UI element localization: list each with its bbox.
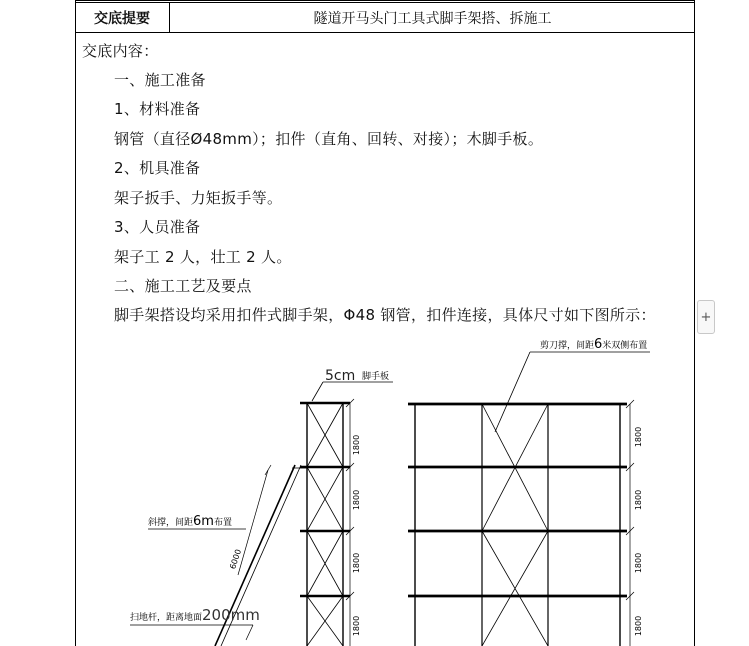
sweep-label: 扫地杆，距离地面200mm: [130, 606, 260, 624]
left-scaffold: [300, 402, 350, 646]
dim-left-1: 1800: [352, 434, 361, 456]
scissor-label: 剪刀撑，间距6米双侧布置: [540, 337, 648, 352]
item-text-3: 架子工 2 人，壮工 2 人。: [114, 248, 292, 266]
item-heading-1: 1、材料准备: [114, 100, 201, 118]
add-button[interactable]: +: [697, 300, 715, 334]
dim-right-4: 1800: [634, 615, 643, 637]
brace-label: 斜撑，间距6m布置: [148, 514, 232, 529]
item-heading-3: 3、人员准备: [114, 218, 201, 236]
board-leader-line: [312, 382, 323, 401]
right-dimension-chain: [626, 400, 634, 646]
dim-left-4: 1800: [352, 615, 361, 637]
item-text-1: 钢管（直径Ø48mm）；扣件（直角、回转、对接）；木脚手板。: [114, 130, 544, 148]
section-heading-2: 二、施工工艺及要点: [114, 277, 252, 295]
brace-length-label: 6000: [228, 548, 244, 571]
board-size-label: 5cm: [325, 368, 356, 384]
dim-left-3: 1800: [352, 552, 361, 574]
dim-right-2: 1800: [634, 489, 643, 511]
dim-right-3: 1800: [634, 552, 643, 574]
board-label: 脚手板: [362, 372, 390, 382]
header-label: 交底提要: [75, 3, 170, 32]
right-scaffold: [408, 403, 627, 646]
intro-line: 交底内容：: [82, 42, 159, 60]
header-value: 隧道开马头门工具式脚手架搭、拆施工: [313, 10, 552, 27]
item-heading-2: 2、机具准备: [114, 159, 201, 177]
section-heading-1: 一、施工准备: [114, 71, 206, 89]
dim-right-1: 1800: [634, 426, 643, 448]
paragraph: 脚手架搭设均采用扣件式脚手架，Φ48 钢管，扣件连接，具体尺寸如下图所示：: [114, 306, 656, 324]
dim-left-2: 1800: [352, 489, 361, 511]
item-text-2: 架子扳手、力矩扳手等。: [114, 189, 283, 207]
scissor-leader-line: [495, 352, 530, 432]
sweep-leader-line: [246, 625, 253, 640]
